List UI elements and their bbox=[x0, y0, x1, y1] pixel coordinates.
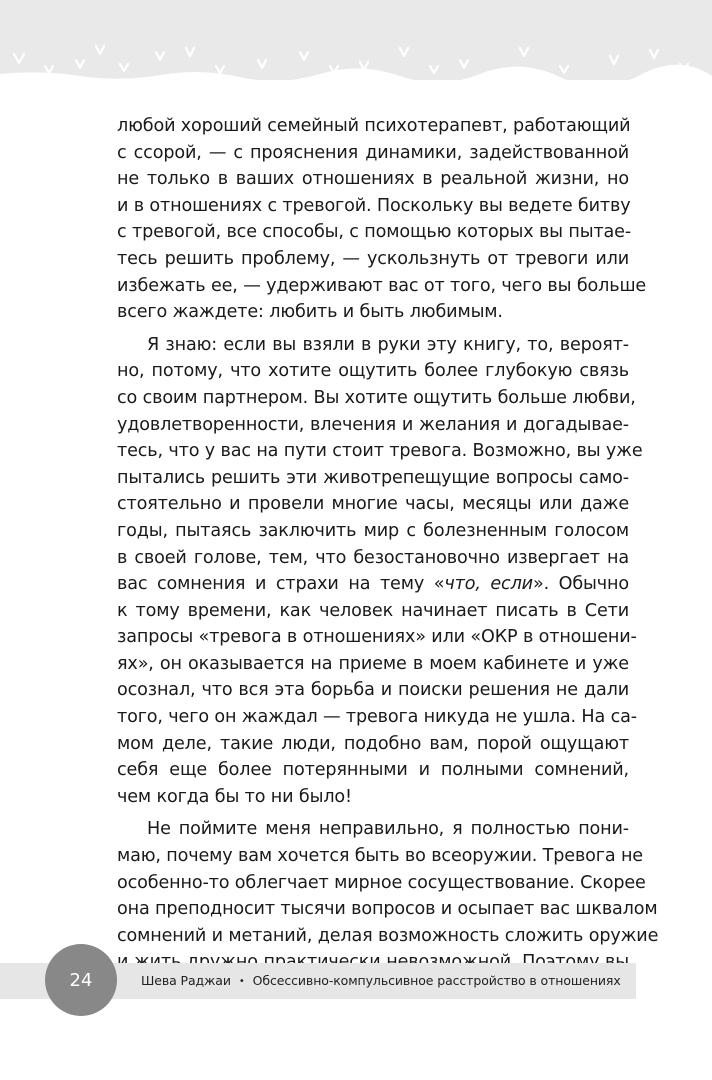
decorative-tick-pattern bbox=[0, 0, 712, 80]
text-line: к тому времени, как человек начинает писать в Сети bbox=[117, 600, 629, 621]
text-line: чем когда бы то ни было! bbox=[117, 786, 352, 807]
text-line: ях», он оказывается на приеме в моем кабинете и уже bbox=[117, 653, 629, 674]
body-text bbox=[117, 113, 659, 976]
text-line: мом деле, такие люди, подобно вам, порой ощущают bbox=[117, 733, 629, 754]
text-line: особенно-то облегчает мирное сосуществование. Скорее bbox=[117, 872, 646, 893]
text-line: и в отношениях с тревогой. Поскольку вы ведете битву bbox=[117, 195, 631, 216]
footer-book-title: Обсессивно-компульсивное расстройство в отношениях bbox=[252, 973, 621, 988]
text-line: тесь, что у вас на пути стоит тревога. Возможно, вы уже bbox=[117, 441, 643, 462]
paragraph-1 bbox=[117, 113, 647, 326]
text-line: в своей голове, тем, что безостановочно извергает на bbox=[117, 547, 629, 568]
text-line: со своим партнером. Вы хотите ощутить больше любви, bbox=[117, 387, 636, 408]
text-line: Не поймите меня неправильно, я полностью пони- bbox=[147, 819, 629, 840]
text-line: стоятельно и провели многие часы, месяцы или даже bbox=[117, 494, 629, 515]
text-line: Я знаю: если вы взяли в руки эту книгу, то, вероят- bbox=[147, 334, 629, 355]
text-line: любой хороший семейный психотерапевт, работающий bbox=[117, 116, 631, 136]
paragraph-2 bbox=[117, 332, 643, 811]
running-footer bbox=[141, 973, 621, 988]
text-line: вас сомнения и страхи на тему «что, если». Обычно bbox=[117, 574, 630, 595]
text-line: удовлетворенности, влечения и желания и догадывае- bbox=[117, 414, 629, 435]
text-line: не только в ваших отношениях в реальной жизни, но bbox=[117, 169, 629, 190]
text-line: себя еще более потерянными и полными сомнений, bbox=[117, 760, 629, 781]
footer-author: Шева Раджаи bbox=[141, 973, 231, 988]
text-line: избежать ее, — удерживают вас от того, чего вы больше bbox=[117, 275, 647, 296]
text-line: но, потому, что хотите ощутить более глубокую связь bbox=[117, 361, 629, 382]
top-decorative-band bbox=[0, 0, 712, 80]
text-line: пытались решить эти животрепещущие вопросы само- bbox=[117, 467, 629, 488]
paragraph-3 bbox=[117, 816, 659, 976]
text-line: сомнений и метаний, делая возможность сложить оружие bbox=[117, 925, 659, 946]
text-line: осознал, что вся эта борьба и поиски решения не дали bbox=[117, 680, 629, 701]
text-line: с тревогой, все способы, с помощью которых вы пытае- bbox=[117, 222, 632, 243]
text-line: с ссорой, — с прояснения динамики, задействованной bbox=[117, 142, 629, 163]
page-number: 24 bbox=[45, 944, 117, 1016]
text-line: всего жаждете: любить и быть любимым. bbox=[117, 302, 503, 323]
text-line: запросы «тревога в отношениях» или «ОКР в отношени- bbox=[117, 627, 637, 648]
text-line: тесь решить проблему, — ускользнуть от тревоги или bbox=[117, 248, 629, 269]
text-line: маю, почему вам хочется быть во всеоружии. Тревога не bbox=[117, 846, 643, 867]
footer-separator: • bbox=[238, 976, 245, 987]
text-line: годы, пытаясь заключить мир с болезненным голосом bbox=[117, 520, 629, 541]
text-line: того, чего он жаждал — тревога никуда не ушла. На са- bbox=[117, 707, 637, 728]
text-line: она преподносит тысячи вопросов и осыпает вас шквалом bbox=[117, 899, 658, 920]
emphasis-text: что, если bbox=[444, 574, 533, 595]
